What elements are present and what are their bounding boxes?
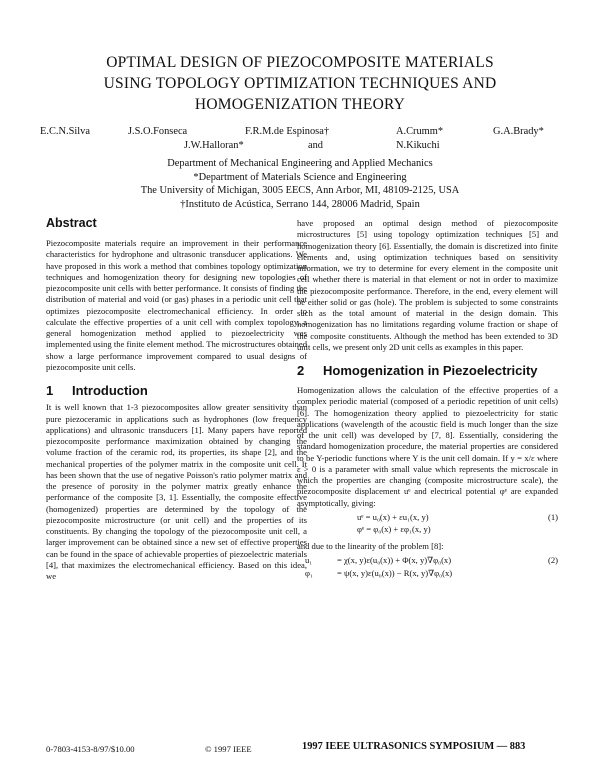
equation-2-label: (2)	[547, 555, 558, 565]
affiliation-4: †Instituto de Acústica, Serrano 144, 28006 Madrid, Spain	[180, 198, 420, 210]
section-number: 1	[46, 383, 54, 398]
footer-copyright: © 1997 IEEE	[205, 744, 252, 754]
equation-2-rhs-2: = ψ(x, y)ε(u₀(x)) − R(x, y)∇φ₀(x)	[337, 567, 453, 578]
abstract-heading: Abstract	[46, 216, 97, 230]
section-title: Introduction	[72, 383, 148, 398]
equation-2	[297, 555, 558, 580]
introduction-text: It is well known that 1-3 piezocomposites allow greater sensitivity than pure piezoceramic in applications such as hydrophones (low frequency applications) and ultrasonic transducers [1]. Many papers have reported piezocomposite performance maximization obtained by changing the volume fraction of the ceramic rod, its properties, its shape [2], and the mechanical properties of the polymer matrix in the composite unit cell. It has been shown that the use of negative Poisson's ratio polymer matrix and the presence of porosity in the polymer matrix greatly enhance the performance of the composite [3, 1]. Essentially, the composite effective (homogenized) properties are determined by the topology of the piezocomposite microstructure (or unit cell) and the properties of its constituents. By changing the topology of the piezocomposite unit cell, a larger improvement can be obtained since a new set of effective properties can be found in the space of achievable properties of piezoelectric materials [4], that maximizes the electromechanical efficiency. Based on this idea, we	[46, 402, 307, 581]
abstract-text: Piezocomposite materials require an improvement in their performance characteristics for hydrophone and ultrasonic transducer applications. We have proposed in this work a method that combines topology optimization techniques and homogenization theory for designing new topologies of piezocomposite unit cells with better performance. It consists of finding the distribution of material and void (or gas) phases in a periodic unit cell that optimizes piezocomposite electromechanical efficiency. In order to calculate the effective properties of a unit cell with complex topology, a general homogenization method applied to piezoelectricity was implemented using the finite element method. The microstructures obtained show a large performance improvement compared to usual designs of piezocomposite unit cells.	[46, 238, 307, 372]
affiliations	[0, 157, 600, 211]
author-and: and	[308, 140, 324, 151]
right-column	[297, 218, 558, 584]
equation-2-lhs-2: φ₁	[305, 567, 313, 578]
section-number: 2	[297, 363, 305, 378]
author-crumm: A.Crumm*	[396, 126, 444, 137]
author-fonseca: J.S.O.Fonseca	[128, 126, 188, 137]
footer-isbn: 0-7803-4153-8/97/$10.00	[46, 744, 135, 754]
author-halloran: J.W.Halloran*	[184, 140, 244, 151]
author-brady: G.A.Brady*	[493, 126, 544, 137]
equation-1-line-1: uᵉ = u₀(x) + εu₁(x, y)	[357, 511, 429, 522]
footer-symposium: 1997 IEEE ULTRASONICS SYMPOSIUM — 883	[302, 741, 526, 752]
title-line-2: USING TOPOLOGY OPTIMIZATION TECHNIQUES AND	[103, 75, 497, 92]
author-espinosa: F.R.M.de Espinosa†	[245, 126, 330, 137]
left-column	[46, 218, 307, 582]
equation-1-line-2: φᵉ = φ₀(x) + εφ₁(x, y)	[357, 524, 431, 535]
equation-2-rhs-1: = χ(x, y)ε(u₀(x)) + Φ(x, y)∇φ₀(x)	[337, 555, 452, 565]
author-list	[40, 126, 570, 154]
title-line-3: HOMOGENIZATION THEORY	[194, 96, 406, 113]
author-silva: E.C.N.Silva	[40, 126, 90, 137]
author-kikuchi: N.Kikuchi	[396, 140, 440, 151]
affiliation-3: The University of Michigan, 3005 EECS, Ann Arbor, MI, 48109-2125, USA	[140, 185, 460, 197]
right-paragraph-1: have proposed an optimal design method of piezocomposite microstructures [5] using topology optimization techniques [5] and homogenization theory [6]. Essentially, the domain is discretized into finite elements and, using optimization techniques based on sensitivity information, we try to determine for every element in the composite unit cell whether there is material in that element or not in order to maximize the piezocomposite performance. Therefore, in the end, every element will be either solid or gas (hole). The problem is subjected to some constraints such as the total amount of material in the design domain. This homogenization has no limitations regarding volume fraction or shape of the composite constituents. Although the method has been extended to 3D unit cells, we present only 2D unit cells as examples in this paper.	[297, 218, 558, 352]
homogenization-heading	[297, 363, 558, 379]
affiliation-1: Department of Mechanical Engineering and Applied Mechanics	[167, 158, 433, 169]
title-line-1: OPTIMAL DESIGN OF PIEZOCOMPOSITE MATERIALS	[106, 54, 494, 71]
equation-1	[297, 512, 558, 537]
section-title: Homogenization in Piezoelectricity	[323, 363, 538, 378]
right-paragraph-3: and due to the linearity of the problem [8]:	[297, 540, 444, 551]
equation-2-lhs-1: u₁	[305, 555, 313, 565]
equation-1-label: (1)	[547, 511, 558, 522]
affiliation-2: *Department of Materials Science and Engineering	[193, 171, 407, 183]
right-paragraph-2: Homogenization allows the calculation of the effective properties of a complex periodic material (composed of a periodic repetition of unit cells) [6]. The homogenization theory applied to piezoelectricity for static applications (wavelength of the acoustic field is much longer than the size of the unit cell) was developed by [7, 8]. Essentially, considering the standard homogenization procedure, the material properties are considered to be Y-periodic functions where Y is the unit cell domain. If y = x/ε where ε > 0 is a parameter with small value which represents the microscale in which the properties are changing (composite microstructure scale), the piezocomposite displacement uᵉ and electrical potential φᵉ are expanded asymptotically, giving:	[297, 385, 558, 508]
paper-title	[0, 52, 600, 115]
introduction-heading	[46, 385, 307, 396]
